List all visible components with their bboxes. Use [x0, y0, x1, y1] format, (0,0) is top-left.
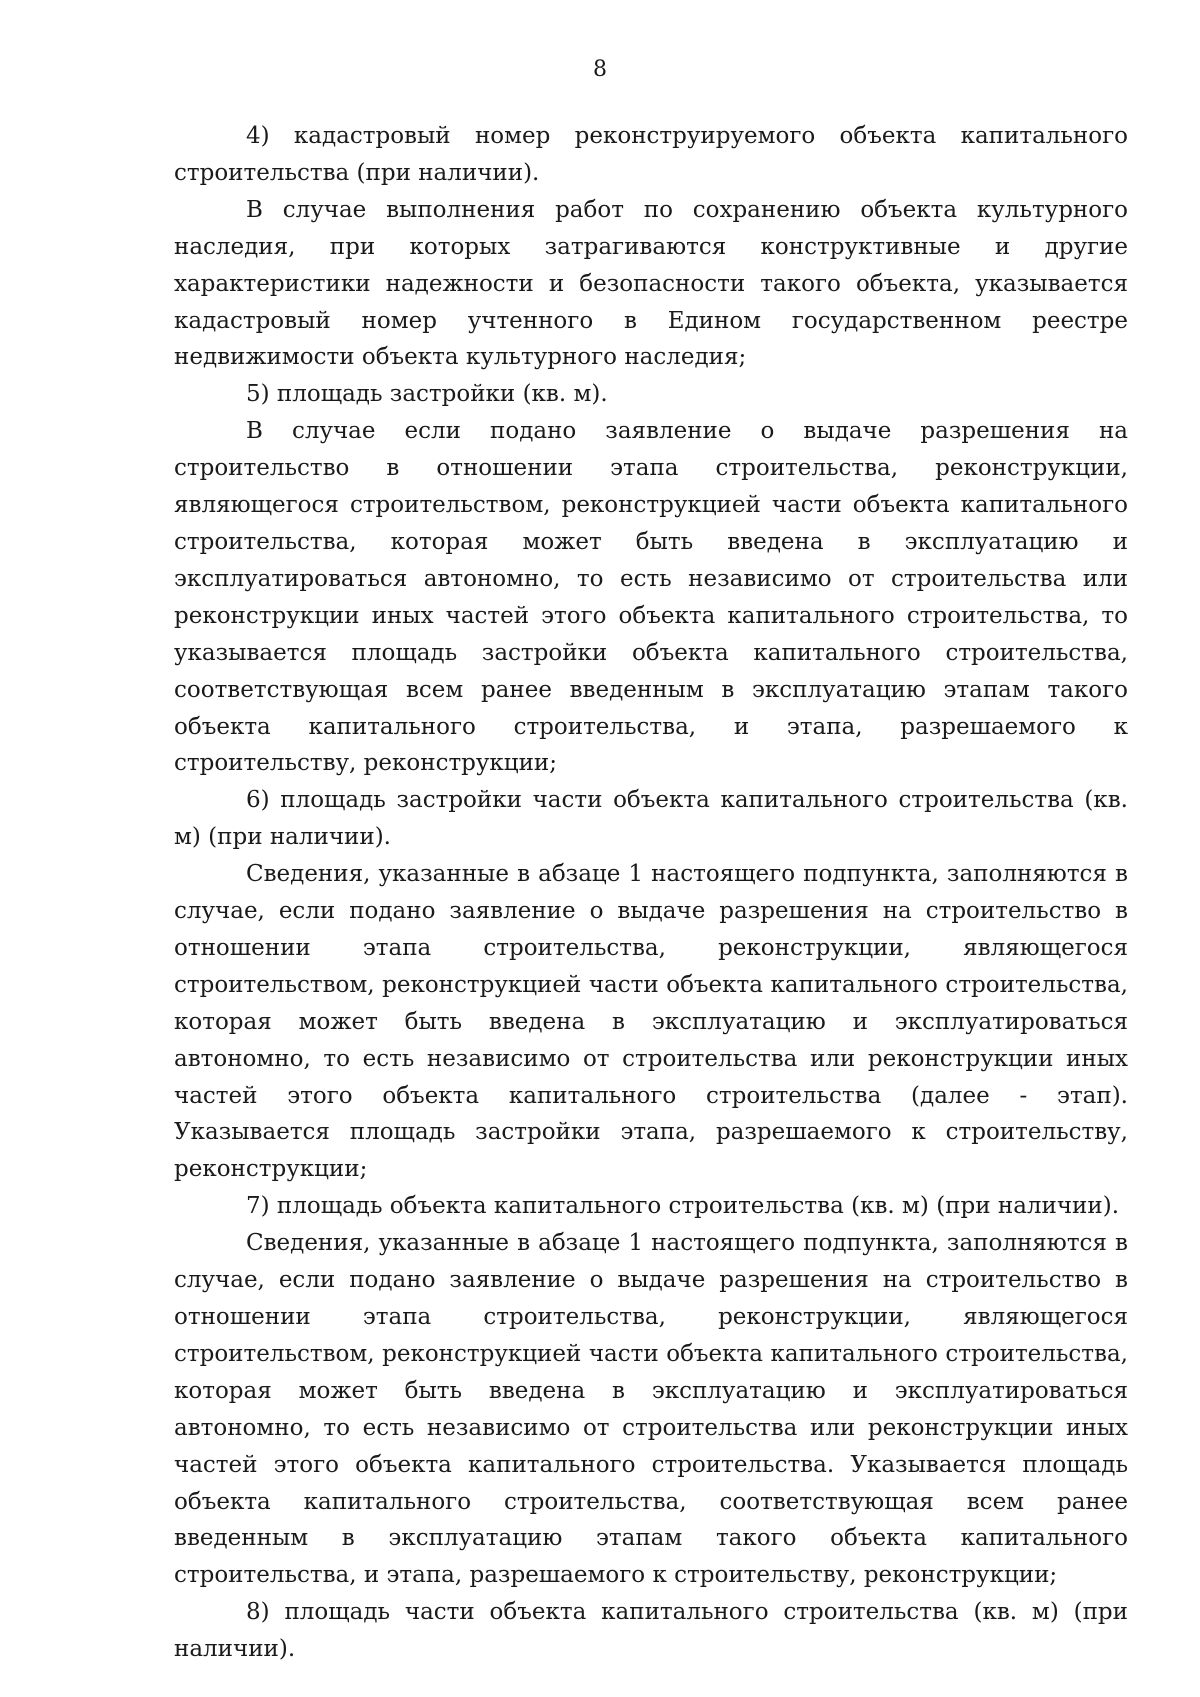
page-number: 8 [593, 57, 607, 82]
paragraph-item-7: 7) площадь объекта капитального строительства (кв. м) (при наличии). [246, 1193, 1120, 1220]
paragraph-item-8: 8) площадь части объекта капитального строительства (кв. м) (при наличии). [174, 1599, 1128, 1663]
paragraph-item-4: 4) кадастровый номер реконструируемого объекта капитального строительства (при наличии). [174, 123, 1128, 186]
document-body [174, 118, 1128, 1668]
paragraph-item-5: 5) площадь застройки (кв. м). [246, 381, 608, 408]
paragraph-item-6: 6) площадь застройки части объекта капитального строительства (кв. м) (при наличии). [174, 787, 1128, 851]
paragraph-item-5-details: В случае если подано заявление о выдаче разрешения на строительство в отношении этапа строительства, реконструкции, являющегося строительством, реконструкцией части объекта капитального строительства, которая может быть введена в эксплуатацию и эксплуатироваться автономно, то есть независимо от строительства или реконструкции иных частей этого объекта капитального строительства, то указывается площадь застройки объекта капитального строительства, соответствующая всем ранее введенным в эксплуатацию этапам такого объекта капитального строительства, и этапа, разрешаемого к строительству, реконструкции; [174, 418, 1128, 777]
paragraph-cultural-heritage: В случае выполнения работ по сохранению объекта культурного наследия, при которых затрагиваются конструктивные и другие характеристики надежности и безопасности такого объекта, указывается кадастровый номер учтенного в Едином государственном реестре недвижимости объекта культурного наследия; [174, 196, 1128, 371]
paragraph-item-7-details: Сведения, указанные в абзаце 1 настоящего подпункта, заполняются в случае, если подано заявление о выдаче разрешения на строительство в отношении этапа строительства, реконструкции, являющегося строительством, реконструкцией части объекта капитального строительства, которая может быть введена в эксплуатацию и эксплуатироваться автономно, то есть независимо от строительства или реконструкции иных частей этого объекта капитального строительства. Указывается площадь объекта капитального строительства, соответствующая всем ранее введенным в эксплуатацию этапам такого объекта капитального строительства, и этапа, разрешаемого к строительству, реконструкции; [174, 1230, 1128, 1589]
paragraph-item-6-details: Сведения, указанные в абзаце 1 настоящего подпункта, заполняются в случае, если подано заявление о выдаче разрешения на строительство в отношении этапа строительства, реконструкции, являющегося строительством, реконструкцией части объекта капитального строительства, которая может быть введена в эксплуатацию и эксплуатироваться автономно, то есть независимо от строительства или реконструкции иных частей этого объекта капитального строительства (далее - этап). Указывается площадь застройки этапа, разрешаемого к строительству, реконструкции; [174, 861, 1128, 1183]
